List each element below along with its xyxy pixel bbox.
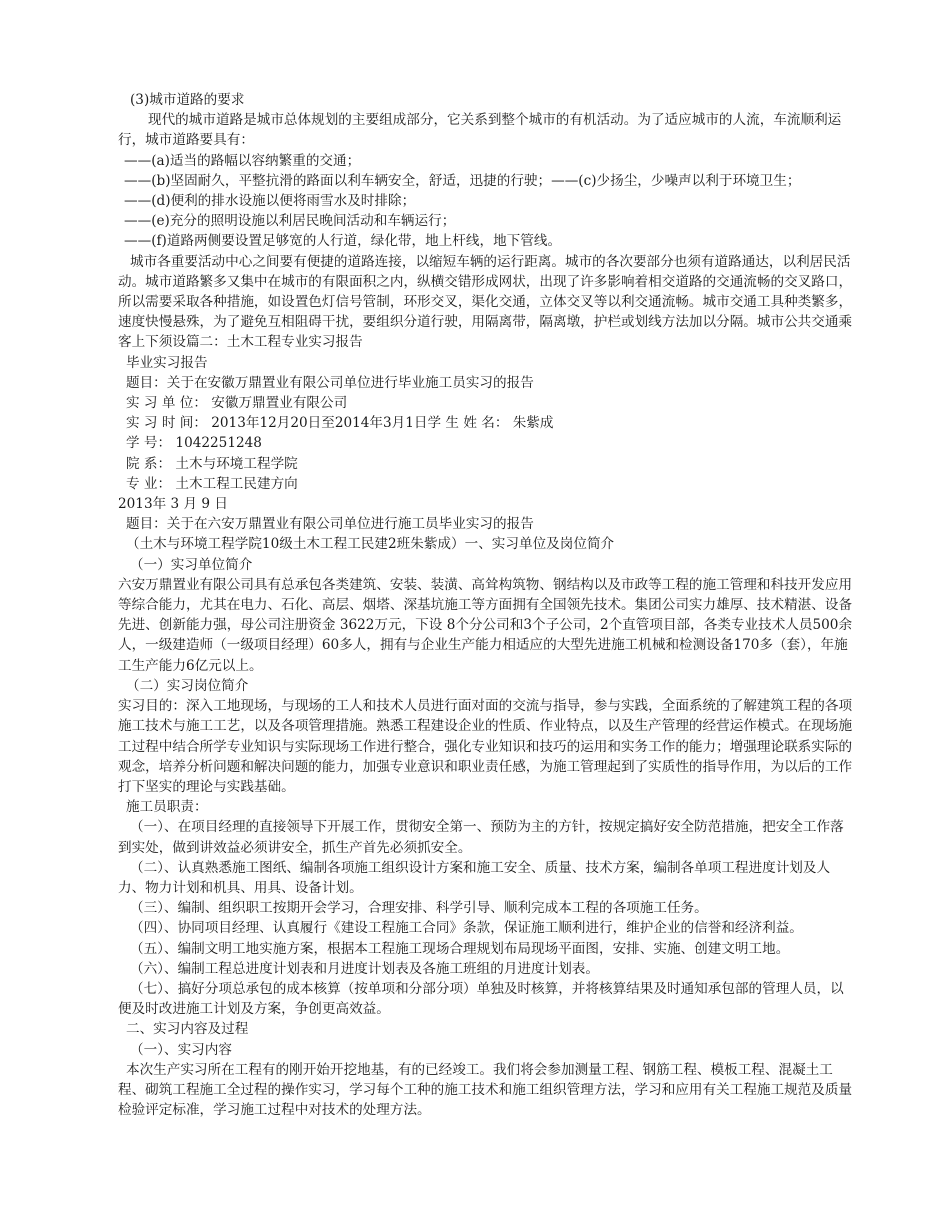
paragraph: 现代的城市道路是城市总体规划的主要组成部分，它关系到整个城市的有机活动。为了适应城市的人流，车流顺利运行，城市道路要具有： bbox=[118, 112, 842, 149]
paragraph: 实习目的：深入工地现场，与现场的工人和技术人员进行面对面的交流与指导，参与实践，全面系统的了解建筑工程的各项施工技术与施工工艺，以及各项管理措施。熟悉工程建设企业的性质、作业特点，以及生产管理的经营运作模式。在现场施工过程中结合所学专业知识与实际现场工作进行整合，强化专业知识和技巧的运用和实务工作的能力；增强理论联系实际的观念，培养分析问题和解决问题的能力，加强专业意识和职业责任感，为施工管理起到了实质性的指导作用，为以后的工作打下坚实的理论与实践基础。 bbox=[118, 698, 853, 795]
paragraph: 本次生产实习所在工程有的刚开始开挖地基，有的已经竣工。我们将会参加测量工程、钢筋工程、模板工程、混凝土工程、砌筑工程施工全过程的操作实习，学习每个工种的施工技术和施工组织管理方法，学习和应用有关工程施工规范及质量检验评定标准，学习施工过程中对技术的处理方法。 bbox=[118, 1061, 853, 1119]
paragraph: 六安万鼎置业有限公司具有总承包各类建筑、安装、装潢、高耸构筑物、钢结构以及市政等工程的施工管理和科技开发应用等综合能力，尤其在电力、石化、高层、烟塔、深基坑施工等方面拥有全国领先技术。集团公司实力雄厚、技术精湛、设备先进、创新能力强，母公司注册资金 3622万元，下设 8个分公司和3个子公司，2个直管项目部，各类专业技术人员500余人，一级建造师（一级项目经理）60多人，拥有与企业生产能力相适应的大型先进施工机械和检测设备170多（套），年施工生产能力6亿元以上。 bbox=[118, 576, 853, 674]
section-heading: （二）实习岗位简介 bbox=[126, 677, 249, 694]
duty-item: （二）、认真熟悉施工图纸、编制各项施工组织设计方案和施工安全、质量、技术方案，编制各单项工程进度计划及人力、物力计划和机具、用具、设备计划。 bbox=[118, 859, 831, 896]
info-period-student: 实 习 时 间： 2013年12月20日至2014年3月1日学 生 姓 名： 朱紫成 bbox=[126, 415, 554, 432]
list-item: ——(d)便利的排水设施以便将雨雪水及时排除； bbox=[124, 193, 416, 210]
report-heading: 毕业实习报告 bbox=[126, 354, 208, 371]
duty-item: （五）、编制文明工地实施方案，根据本工程施工现场合理规划布局现场平面图，安排、实施、创建文明工地。 bbox=[130, 940, 790, 957]
info-department: 院 系： 土木与环境工程学院 bbox=[126, 455, 298, 472]
paragraph: 城市各重要活动中心之间要有便捷的道路连接，以缩短车辆的运行距离。城市的各次要部分也须有道路通达，以利居民活动。城市道路繁多又集中在城市的有限面积之内，纵横交错形成网状，出现了许多影响着相交道路的交通流畅的交叉路口，所以需要采取各种措施，如设置色灯信号管制，环形交叉，渠化交通，立体交叉等以利交通流畅。城市交通工具种类繁多，速度快慢悬殊，为了避免互相阻碍干扰，要组织分道行驶，用隔离带，隔离墩，护栏或划线方法加以分隔。城市公共交通乘客上下须设篇二：土木工程专业实习报告 bbox=[118, 253, 853, 351]
report-title: 题目：关于在安徽万鼎置业有限公司单位进行毕业施工员实习的报告 bbox=[126, 374, 534, 391]
author-line: （土木与环境工程学院10级土木工程工民建2班朱紫成）一、实习单位及岗位简介 bbox=[126, 536, 615, 553]
section-heading: （一）、实习内容 bbox=[130, 1041, 232, 1058]
list-item: ——(f)道路两侧要设置足够宽的人行道，绿化带，地上杆线，地下管线。 bbox=[124, 233, 562, 250]
section-heading: （一）实习单位简介 bbox=[130, 556, 253, 573]
info-company: 实 习 单 位： 安徽万鼎置业有限公司 bbox=[126, 395, 348, 412]
list-item: ——(b)坚固耐久，平整抗滑的路面以利车辆安全，舒适，迅捷的行驶；——(c)少扬尘，少噪声以利于环境卫生； bbox=[124, 172, 801, 189]
info-date: 2013年 3 月 9 日 bbox=[118, 496, 228, 513]
duty-item: （七）、搞好分项总承包的成本核算（按单项和分部分项）单独及时核算，并将核算结果及时通知承包部的管理人员，以便及时改进施工计划及方案，争创更高效益。 bbox=[118, 980, 844, 1018]
duty-item: （四）、协同项目经理、认真履行《建设工程施工合同》条款，保证施工顺利进行，维护企业的信誉和经济利益。 bbox=[130, 920, 803, 937]
duty-item: （六）、编制工程总进度计划表和月进度计划表及各施工班组的月进度计划表。 bbox=[130, 960, 599, 977]
section-heading: (3)城市道路的要求 bbox=[130, 92, 245, 108]
section-heading: 施工员职责： bbox=[126, 799, 208, 816]
info-student-id: 学 号： 1042251248 bbox=[126, 435, 262, 452]
list-item: ——(a)适当的路幅以容纳繁重的交通； bbox=[124, 152, 361, 169]
document-body bbox=[118, 90, 856, 1120]
report-title-2: 题目：关于在六安万鼎置业有限公司单位进行施工员毕业实习的报告 bbox=[126, 516, 534, 533]
list-item: ——(e)充分的照明设施以利居民晚间活动和车辆运行； bbox=[124, 213, 456, 230]
duty-item: （一）、在项目经理的直接领导下开展工作，贯彻安全第一、预防为主的方针，按规定搞好安全防范措施，把安全工作落到实处，做到讲效益必须讲安全，抓生产首先必须抓安全。 bbox=[118, 819, 844, 856]
duty-item: （三）、编制、组织职工按期开会学习，合理安排、科学引导、顺利完成本工程的各项施工任务。 bbox=[130, 900, 708, 917]
info-major: 专 业： 土木工程工民建方向 bbox=[126, 475, 298, 492]
section-heading: 二、实习内容及过程 bbox=[126, 1021, 249, 1038]
